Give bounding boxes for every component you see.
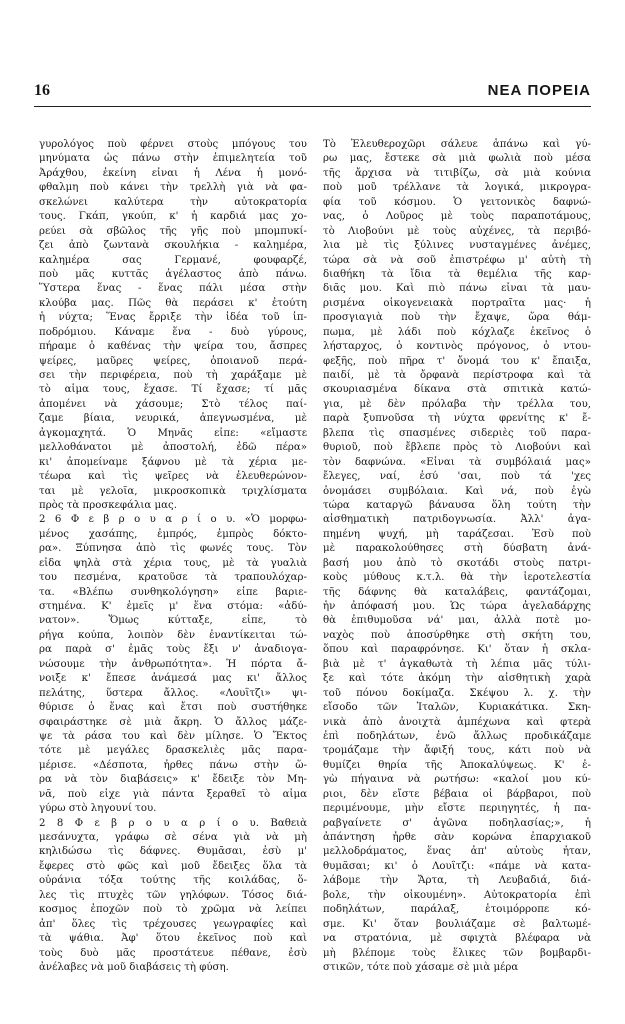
text-line: πρὸς τὰ προσκεφάλια μας. [39, 499, 177, 511]
text-line: 2 6 Φ ε β ρ ο υ α ρ ί ο υ. «Ὁ μορφω- [39, 514, 307, 526]
text-line: ἀπ' ὅλες τὶς τρέχουσες γεωγραφίες καὶ [39, 918, 307, 930]
text-line: μένος χασάπης, ἐμπρός, ἐμπρὸς δόκτο- [39, 528, 307, 540]
text-line: στικῶν, τότε ποὺ χάσαμε σὲ μιὰ μέρα [323, 961, 519, 973]
text-line: ἡ νύχτα; Ἕνας ἔρριξε τὴν ἰδέα τοῦ ἱπ- [39, 312, 307, 324]
text-line: σει τὴν περιφέρεια, ποὺ τὴ χαράξαμε μὲ [39, 370, 307, 381]
text-line: νοιξε κ' ἔπεσε ἀνάμεσά μας κι' ἄλλος [39, 673, 307, 685]
text-line: θύρισε ὁ ἕνας καὶ ἔτσι ποὺ συστήθηκε [39, 702, 307, 714]
text-column-right [323, 138, 591, 975]
text-line: ἐπὶ ποδηλάτων, ἐνῶ ἄλλως προδικάζαμε [323, 730, 591, 742]
text-line: ρω μας, ἔστεκε σὰ μιὰ φωλιὰ ποὺ μέσα [323, 153, 591, 165]
text-line: λήσταρχος, ὁ κοντινὸς πρόγονος, ὁ ντου- [323, 341, 591, 353]
journal-title: ΝΕΑ ΠΟΡΕΙΑ [487, 82, 591, 99]
text-line: ρήγα κούπα, λοιπὸν δὲν ἐναντίκειται τώ- [39, 629, 307, 641]
text-line: ποὺ μοῦ τρέλλανε τὰ λογικά, μικρογρα- [323, 182, 591, 194]
text-line: μὴ βλέπομε τοὺς ἕλικες τῶν βομβαρδι- [323, 947, 591, 959]
text-line: τοὺς δυὸ μᾶς προστάτευε πέθανε, ἐσὺ [39, 947, 307, 959]
text-line: τρομάζαμε τὴν ἄφιξή τους, κάτι ποὺ νὰ [323, 745, 591, 757]
text-line: προσγιαγιὰ ποὺ τὴν ἔχαψε, ὥρα θάμ- [323, 312, 591, 324]
text-line: ρεύει σὰ σβῶλος τῆς γῆς ποὺ μπομπυκί- [39, 225, 307, 237]
text-line: ψείρες, μαῦρες ψείρες, ὁποιανοῦ περά- [39, 355, 307, 367]
text-line: παιδί, μὲ τὰ ὄρφανὰ περίστροφα καὶ τὰ [323, 370, 591, 381]
text-line: μελλοδράματος, ἕνας ἀπ' αὐτοὺς ἦταν, [323, 846, 591, 858]
text-line: ρα». Ξύπνησα ἀπὸ τὶς φωνές τους. Τὸν [39, 543, 307, 555]
text-line: Ὕστερα ἕνας - ἕνας πάλι μέσα στὴν [39, 283, 307, 295]
text-line: ναχὸς ποὺ ἀποσύρθηκε στὴ σκήτη του, [323, 629, 591, 641]
text-column-left [39, 138, 307, 975]
text-line: εἴσοδο τῶν Ἰταλῶν, Κυριακάτικα. Σκη- [323, 702, 591, 714]
text-line: λες τὶς πτυχὲς τῶν γηλόφων. Τόσος διά- [39, 889, 307, 901]
text-line: τώρα σὰ νὰ σοῦ ἐπιστρέφω μ' αὐτὴ τὴ [323, 254, 591, 266]
text-line: Τὸ Ἐλευθεροχῶρι σάλευε ἁπάνω καὶ γύ- [323, 139, 591, 150]
text-line: τοῦ πόνου δοκίμαζα. Σκέψου λ. χ. τὴν [323, 687, 591, 699]
text-line: βλεπα τὶς σπασμένες σιδεριὲς τοῦ παρα- [323, 427, 591, 439]
text-line: τὰ ψάθια. Ἀφ' ὅτου ἐκεῖνος ποὺ καὶ [39, 933, 307, 945]
text-line: βασή μου ἀπὸ τὸ σκοτάδι στοὺς πατρι- [323, 557, 591, 569]
text-line: βολε, τὴν οἰκουμένη». Αὐτοκρατορία ἐπὶ [323, 889, 591, 901]
text-line: θυριοῦ, ποὺ ἔβλεπε πρὸς τὸ Λιοβούνι καὶ [323, 442, 591, 454]
text-line: τους. Γκάπ, γκούπ, κ' ἡ καρδιά μας χο- [39, 211, 307, 223]
text-line: ται μὲ γελοῖα, μικροσκοπικὰ τριχλίσματα [39, 485, 307, 497]
text-line: τὸν δαφνώνα. «Εἶναι τὰ συμβόλαιά μας» [323, 456, 591, 468]
text-line: ζαμε βίαια, νευρικά, ἀπεγνωσμένα, μὲ [39, 413, 307, 425]
text-line: για, μὲ δὲν πρόλαβα τὴν τρέλλα του, [323, 398, 591, 410]
text-line: μελλοθάνατοι μὲ ἀποστολή, ἐδῶ πέρα» [39, 442, 307, 454]
text-line: παρὰ ξυπνοῦσα τὴ νύχτα φρενίτης κ' ἔ- [323, 413, 591, 425]
text-line: πήραμε ὁ καθένας τὴν ψείρα του, ἄσπρες [39, 341, 307, 353]
text-line: νας, ὁ Λοῦρος μὲ τοὺς παραποτάμους, [323, 211, 591, 223]
text-line: φθαλμη ποὺ κάνει τὴν τρελλὴ γιὰ νὰ φα- [39, 182, 307, 194]
text-line: ρισμένα οἰκογενειακὰ πορτραῖτα μας· ἡ [323, 297, 591, 309]
text-line: σκελώνει καλύτερα τὴν αὐτοκρατορία [39, 196, 307, 208]
text-line: Ἀράχθου, ἐκείνη εἶναι ἡ Λένα ἡ μονό- [39, 167, 307, 179]
text-line: ἀνέλαβες νὰ μοῦ διαβάσεις τὴ φύση. [39, 961, 229, 973]
text-line: ὅπου καὶ παραφρόνησε. Κι' ὅταν ἡ σκλα- [323, 644, 591, 656]
text-line: βιὰ μὲ τ' ἀγκαθωτὰ τὴ λέπια μᾶς τύλι- [323, 658, 591, 670]
text-line: τῆς ἄρχισα νὰ τιτιβίζω, σὰ μιὰ κούνια [323, 167, 591, 179]
text-line: οὐράνια τόξα τούτης τῆς κοιλάδας, ὅ- [39, 875, 307, 887]
text-line: ἔλεγες, ναί, ἐσύ 'σαι, ποὺ τά 'χες [323, 471, 591, 483]
text-line: διᾶς μου. Καὶ πιὸ πάνω εἶναι τὰ μαυ- [323, 283, 591, 295]
text-line: μηνύματα ὡς πάνω στὴν ἐπιμελητεία τοῦ [39, 153, 307, 165]
page-header [34, 82, 591, 104]
text-line: θυμᾶσαι; κι' ὁ Λουΐτζι: «πάμε νὰ κατα- [323, 860, 591, 872]
text-line: μεσάνυχτα, γράφω σὲ σένα γιὰ νὰ μὴ [39, 832, 307, 843]
text-line: φεξῆς, ποὺ πῆρα τ' ὄνομά του κ' ἔπαιξα, [323, 355, 591, 367]
text-line: του πεσμένα, κρατοῦσε τὰ τραπουλόχαρ- [39, 572, 307, 584]
text-line: ψε τὰ ράσα του καὶ δὲν μίλησε. Ὁ Ἔκτος [39, 730, 307, 742]
text-line: φία τοῦ κόσμου. Ὁ γειτονικὸς δαφνώ- [323, 196, 591, 208]
text-line: ποδρόμιου. Κάναμε ἕνα - δυὸ γύρους, [39, 326, 307, 338]
text-line: διαθήκη τὰ ἴδια τὰ θεμέλια τῆς καρ- [323, 268, 591, 280]
text-line: σκουριασμένα δίκανα στὰ σπιτικὰ κατώ- [323, 384, 591, 396]
text-line: μέρισε. «Δέσποτα, ἦρθες πάνω στὴν ὥ- [39, 759, 307, 771]
text-line: τότε μὲ μεγάλες δρασκελιὲς μᾶς παρα- [39, 745, 307, 757]
text-line: πημένη ψυχή, μὴ ταράζεσαι. Ἐσὺ ποὺ [323, 528, 591, 540]
text-line: στημένα. Κ' ἐμεῖς μ' ἕνα στόμα: «ἀδύ- [39, 601, 307, 612]
page-number: 16 [34, 82, 50, 99]
text-line: σφαιράστηκε σὲ μιὰ ἄκρη. Ὁ ἄλλος μάζε- [39, 716, 307, 728]
text-line: γυρολόγος ποὺ φέρνει στοὺς μπόγους του [39, 139, 307, 150]
text-line: τα. «Βλέπω συνθηκολόγηση» εἶπε βαριε- [39, 586, 307, 598]
text-line: γὼ πήγαινα νὰ ρωτήσω: «καλοί μου κύ- [323, 774, 591, 786]
text-line: πελάτης, ὕστερα ἄλλος. «Λουΐτζι» ψι- [39, 687, 307, 699]
text-line: ξε καὶ τότε ἀκόμη τὴν αἰσθητικὴ χαρὰ [323, 673, 591, 685]
text-line: ποδηλάτων, παράλαξ, ἑτοιμόρροπε κό- [323, 904, 591, 916]
text-line: γύρω στὸ ληγουνί του. [39, 803, 157, 815]
text-line: τὸ αἷμα τους, ἔχασε. Τί ἔχασε; τί μᾶς [39, 384, 307, 396]
text-line: κι' ἀπομείναμε ξάφνου μὲ τὰ χέρια με- [39, 456, 307, 468]
text-line: 2 8 Φ ε β ρ ο υ α ρ ί ο υ. Βαθειὰ [39, 817, 307, 829]
text-line: πωμα, μὲ λάδι ποὺ κόχλαζε ἐκεῖνος ὁ [323, 326, 591, 338]
text-line: εἶδα ψηλὰ στὰ χέρια τους, μὲ τὰ γυαλιὰ [39, 557, 307, 569]
text-line: νικὰ ἀπὸ ἀνοιχτὰ ἁμπέχωνα καὶ φτερὰ [323, 716, 591, 728]
text-line: αἰσθηματικὴ πατριδογνωσία. Ἀλλ' ἀγα- [323, 514, 591, 526]
text-line: σμε. Κι' ὅταν βουλιάζαμε σὲ βαλτωμέ- [323, 918, 591, 930]
text-line: μὲ παρακολούθησες στὴ δύσβατη ἀνά- [323, 543, 591, 555]
text-line: κηλιδώσω τὶς δάφνες. Θυμᾶσαι, ἐσὺ μ' [39, 846, 307, 858]
text-line: λια μὲ τὶς ξύλινες νυσταγμένες ἀνέμες, [323, 240, 591, 252]
text-line: λάβομε τὴν Ἄρτα, τὴ Λευβαδιά, διά- [323, 875, 591, 887]
text-line: θυμίζει θηρία τῆς Ἀποκαλύψεως. Κ' ἐ- [323, 759, 591, 771]
text-line: τώρα καταργῶ βάναυσα ὅλη τούτη τὴν [323, 499, 591, 511]
text-line: ρα παρὰ σ' ἐμᾶς τοὺς ἔξι ν' ἀναδιογα- [39, 644, 307, 656]
text-line: ἀπάντηση ἦρθε σὰν κορώνα ἐπαρχιακοῦ [323, 832, 591, 843]
text-line: ἀγκομαχητά. Ὁ Μηνᾶς εἶπε: «εἴμαστε [39, 427, 307, 439]
header-rule [34, 106, 591, 107]
text-line: τέωρα καὶ τὶς ψεῖρες νὰ ἐλευθερώνον- [39, 471, 307, 483]
text-line: ἔφερες στὸ φῶς καὶ μοῦ ἔδειξες ὅλα τὰ [39, 860, 307, 872]
text-line: ἡν ἀπόφασή μου. Ὡς τώρα ἀγελαδάρχης [323, 601, 591, 612]
text-line: κοσμος ἐποχῶν ποὺ τὸ χρῶμα νὰ λείπει [39, 904, 307, 916]
text-line: τῆς δάφνης θὰ καταλάβεις, φαντάζομαι, [323, 586, 591, 598]
text-line: ποὺ μᾶς κυττᾶς ἀγέλαστος ἀπὸ πάνω. [39, 268, 307, 280]
text-line: να στρατόνια, μὲ σφιχτὰ βλέφαρα νὰ [323, 933, 591, 945]
text-line: ἀπομένει νὰ χάσουμε; Στὸ τέλος παί- [39, 398, 307, 410]
text-line: νᾶ, ποὺ εἶχε γιὰ πάντα ξεραθεῖ τὸ αἷμα [39, 788, 307, 800]
text-line: τὸ Λιοβούνι μὲ τοὺς αὐχένες, τὰ περιβό- [323, 225, 591, 237]
text-line: ριοι, δὲν εἴστε βέβαια οἱ βάρβαροι, ποὺ [323, 788, 591, 800]
text-line: ὀνομάσει συμβόλαια. Καὶ νά, ποὺ ἐγὼ [323, 485, 591, 497]
text-line: κλούβα μας. Πῶς θὰ περάσει κ' ἐτούτη [39, 297, 307, 309]
text-line: νατον». Ὅμως κύτταξε, εἶπε, τὸ [39, 615, 307, 627]
text-line: ζει ἀπὸ ζωντανὰ σκουλήκια - καλημέρα, [39, 240, 307, 252]
text-line: ρα νὰ τὸν διαβάσεις» κ' ἔδειξε τὸν Μη- [39, 774, 307, 786]
text-line: νώσουμε τὴν ἀνθρωπότητα». Ἡ πόρτα ἄ- [39, 658, 307, 670]
text-line: κοὺς μύθους κ.τ.λ. θὰ τὴν ἱεροτελεστία [323, 572, 591, 584]
text-line: ραβγαίνετε σ' ἀγῶνα ποδηλασίας;», ἡ [323, 817, 591, 829]
text-line: θὰ ἐπιθυμοῦσα νά' μαι, ἀλλὰ ποτὲ μο- [323, 615, 591, 627]
text-line: περιμένουμε, μὴν εἴστε περιηγητές, ἡ πα- [323, 803, 591, 815]
text-line: καλημέρα σας Γερμανέ, φουφαρζέ, [39, 254, 307, 266]
